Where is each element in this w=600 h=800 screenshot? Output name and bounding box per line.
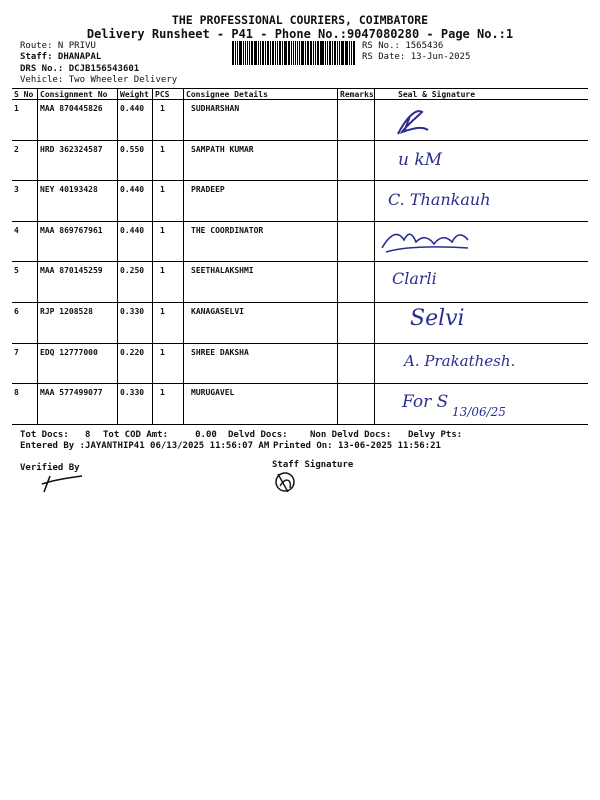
barcode-bar: [329, 41, 331, 65]
cell-consignment-no: MAA 870145259: [40, 266, 103, 276]
barcode-bar: [349, 41, 350, 65]
barcode-bar: [260, 41, 261, 65]
barcode-bar: [307, 41, 309, 65]
cell-weight: 0.440: [120, 225, 145, 235]
cell-sno: 5: [14, 266, 19, 276]
cell-pcs: 1: [160, 347, 165, 357]
barcode-bar: [337, 41, 338, 65]
vehicle-label: Vehicle: Two Wheeler Delivery: [20, 75, 178, 85]
company-title: THE PROFESSIONAL COURIERS, COIMBATORE: [171, 13, 429, 27]
col-header-consignment: Consignment No: [40, 90, 108, 99]
cell-consignment-no: HRD 362324587: [40, 144, 103, 154]
barcode-bar: [345, 41, 346, 65]
cell-consignment-no: RJP 1208528: [40, 307, 93, 316]
cell-weight: 0.440: [120, 185, 145, 195]
cell-consignment-no: MAA 869767961: [40, 225, 103, 235]
verifier-signature-mark: [30, 470, 90, 496]
col-divider: [117, 88, 118, 424]
barcode-bar: [272, 41, 274, 65]
barcode-bar: [351, 41, 352, 65]
barcode-bar: [275, 41, 276, 65]
signatures-layer: [376, 100, 588, 424]
signature-row-3: C. Thankauh: [388, 190, 491, 209]
barcode-bar: [299, 41, 300, 65]
barcode-bar: [305, 41, 306, 65]
cell-sno: 1: [14, 104, 19, 113]
barcode-bar: [297, 41, 298, 65]
barcode-bar: [284, 41, 287, 65]
cell-consignee: SUDHARSHAN: [191, 104, 240, 113]
signature-row-2: u kM: [398, 150, 443, 170]
signature-row-8-date: 13/06/25: [452, 405, 506, 419]
cell-sno: 6: [14, 307, 19, 316]
signature-scribble: [398, 111, 428, 134]
col-header-sno: S No: [14, 90, 34, 99]
barcode-bar: [239, 41, 242, 65]
barcode-bar: [232, 41, 234, 65]
cell-sno: 8: [14, 388, 19, 398]
barcode-bar: [254, 41, 257, 65]
barcode-bar: [267, 41, 270, 65]
route-label: Route: N PRIVU: [20, 41, 96, 51]
barcode-bar: [341, 41, 344, 65]
barcode-bar: [293, 41, 294, 65]
cell-consignee: MURUGAVEL: [191, 388, 235, 398]
rs-date: RS Date: 13-Jun-2025: [362, 52, 471, 62]
barcode-bar: [313, 41, 314, 65]
barcode-bar: [279, 41, 281, 65]
col-header-signature: Seal & Signature: [398, 90, 476, 99]
table-top-border: [12, 88, 588, 89]
barcode-bar: [277, 41, 278, 65]
staff-signature-mark: [270, 468, 300, 496]
col-divider: [183, 88, 184, 424]
barcode-bar: [288, 41, 290, 65]
col-header-pcs: PCS: [155, 90, 170, 99]
barcode-bar: [265, 41, 266, 65]
barcode-bar: [334, 41, 336, 65]
delivery-points: Delvy Pts:: [408, 430, 463, 440]
signature-row-8: For S: [402, 392, 449, 412]
cell-consignment-no: MAA 870445826: [40, 104, 103, 113]
printed-on: Printed On: 13-06-2025 11:56:21: [273, 441, 441, 451]
delivered-docs: Delvd Docs:: [228, 430, 288, 440]
col-header-consignee: Consignee Details: [186, 90, 268, 99]
total-cod-amount: Tot COD Amt: 0.00: [103, 430, 217, 440]
cell-consignee: PRADEEP: [191, 185, 225, 195]
cell-consignee: SHREE DAKSHA: [191, 347, 249, 357]
drs-number: DRS No.: DCJB156543601: [20, 64, 140, 74]
entered-by: Entered By :JAYANTHIP41 06/13/2025 11:56:07 AM: [20, 441, 270, 451]
cell-weight: 0.330: [120, 307, 145, 316]
barcode-bar: [282, 41, 283, 65]
barcode-bar: [249, 41, 250, 65]
col-divider: [37, 88, 38, 424]
cell-weight: 0.220: [120, 347, 145, 357]
barcode-bar: [339, 41, 340, 65]
col-header-remarks: Remarks: [340, 90, 374, 99]
runsheet-subtitle: Delivery Runsheet - P41 - Phone No.:9047080280 - Page No.:1: [86, 27, 514, 41]
cell-sno: 7: [14, 347, 19, 357]
barcode-bar: [245, 41, 247, 65]
cell-pcs: 1: [160, 307, 165, 316]
cell-consignee: KANAGASELVI: [191, 307, 244, 316]
barcode-bar: [346, 41, 348, 65]
cell-pcs: 1: [160, 185, 165, 195]
total-docs: Tot Docs: 8: [20, 430, 91, 440]
cell-pcs: 1: [160, 104, 165, 113]
barcode-bar: [315, 41, 316, 65]
barcode-bar: [251, 41, 253, 65]
verified-by-label: Verified By: [20, 463, 80, 473]
signature-scribble: [382, 234, 468, 252]
signature-row-5: Clarli: [392, 269, 437, 288]
cell-sno: 3: [14, 185, 19, 195]
cell-consignee: SAMPATH KUMAR: [191, 144, 254, 154]
cell-weight: 0.330: [120, 388, 145, 398]
rs-number: RS No.: 1565436: [362, 41, 444, 51]
barcode-bar: [320, 41, 321, 65]
signature-row-6: Selvi: [410, 306, 465, 331]
barcode-bar: [258, 41, 259, 65]
col-divider: [374, 88, 375, 424]
barcode-bar: [301, 41, 304, 65]
cell-sno: 4: [14, 225, 19, 235]
cell-consignment-no: EDQ 12777000: [40, 347, 98, 357]
staff-label: Staff: DHANAPAL: [20, 52, 102, 62]
barcode-bar: [310, 41, 312, 65]
barcode-bar: [270, 41, 271, 65]
barcode-bar: [243, 41, 244, 65]
table-bottom-border: [12, 424, 588, 425]
barcode-bar: [321, 41, 324, 65]
barcode-bar: [247, 41, 248, 65]
barcode: [232, 41, 356, 65]
barcode-bar: [327, 41, 328, 65]
cell-weight: 0.250: [120, 266, 145, 276]
cell-pcs: 1: [160, 144, 165, 154]
cell-weight: 0.550: [120, 144, 145, 154]
cell-sno: 2: [14, 144, 19, 154]
barcode-bar: [235, 41, 236, 65]
barcode-bar: [237, 41, 238, 65]
cell-consignment-no: MAA 577499077: [40, 388, 103, 398]
barcode-bar: [295, 41, 297, 65]
barcode-bar: [325, 41, 326, 65]
barcode-bar: [291, 41, 292, 65]
cell-consignee: SEETHALAKSHMI: [191, 266, 254, 276]
col-header-weight: Weight: [120, 90, 149, 99]
col-divider: [337, 88, 338, 424]
signature-row-7: A. Prakathesh.: [404, 352, 516, 370]
cell-weight: 0.440: [120, 104, 145, 113]
staff-signature-label: Staff Signature: [272, 460, 354, 470]
col-divider: [152, 88, 153, 424]
barcode-bar: [262, 41, 264, 65]
cell-pcs: 1: [160, 266, 165, 276]
cell-consignment-no: NEY 40193428: [40, 185, 98, 195]
non-delivered-docs: Non Delvd Docs:: [310, 430, 392, 440]
cell-pcs: 1: [160, 225, 165, 235]
barcode-bar: [317, 41, 319, 65]
barcode-bar: [332, 41, 333, 65]
cell-pcs: 1: [160, 388, 165, 398]
barcode-bar: [353, 41, 355, 65]
cell-consignee: THE COORDINATOR: [191, 225, 264, 235]
